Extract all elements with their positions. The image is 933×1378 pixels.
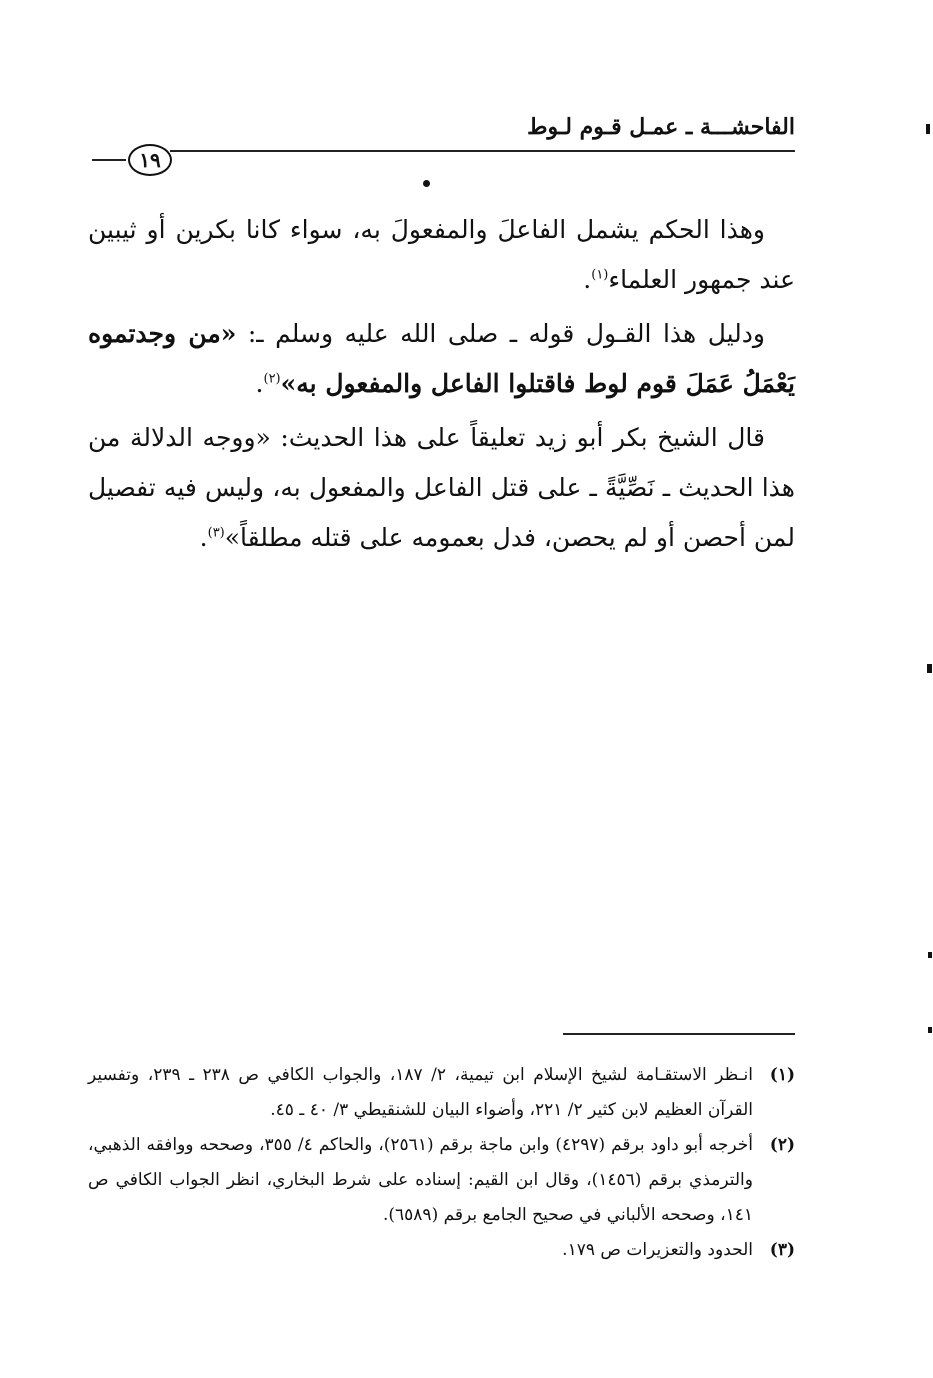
paragraph-text: قال الشيخ بكر أبو زيد تعليقاً على هذا الحديث: «ووجه الدلالة من هذا الحديث ـ نَصِّيَّةً ـ على قتل الفاعل والمفعول به، وليس فيه تفصيل لمن أحصن أو لم يحصن، فدل بعمومه على قتله مطلقاً» bbox=[88, 423, 795, 552]
running-title: الفاحشـــة ـ عمـل قـوم لـوط bbox=[527, 114, 795, 140]
ornament-dot bbox=[423, 180, 430, 187]
footnote-2 bbox=[88, 1128, 795, 1233]
margin-mark bbox=[928, 1027, 932, 1033]
footnote-ref: (٢) bbox=[263, 371, 281, 387]
footnote-text: الحدود والتعزيرات ص ١٧٩. bbox=[562, 1240, 753, 1260]
footnote-3 bbox=[88, 1233, 795, 1268]
paragraph-3 bbox=[88, 413, 795, 563]
paragraph-1 bbox=[88, 205, 795, 305]
paragraph-text: وهذا الحكم يشمل الفاعلَ والمفعولَ به، سواء كانا بكرين أو ثيبين عند جمهور العلماء bbox=[88, 215, 795, 294]
footnote-text: انـظر الاستقـامة لشيخ الإسلام ابن تيمية، ٢/ ١٨٧، والجواب الكافي ص ٢٣٨ ـ ٢٣٩، وتفسير القرآن العظيم لابن كثير ٢/ ٢٢١، وأضواء البيان للشنقيطي ٣/ ٤٠ ـ ٤٥. bbox=[88, 1065, 753, 1120]
paragraph-end: . bbox=[583, 265, 592, 294]
footnotes bbox=[88, 1058, 795, 1268]
header-rule bbox=[170, 150, 795, 152]
paragraph-2 bbox=[88, 309, 795, 409]
page-number: ١٩ bbox=[128, 144, 172, 176]
margin-mark bbox=[927, 664, 932, 673]
footnote-separator bbox=[563, 1033, 795, 1035]
header-rule-left bbox=[92, 159, 126, 161]
footnote-1 bbox=[88, 1058, 795, 1128]
margin-mark bbox=[926, 124, 930, 134]
footnote-ref: (١) bbox=[591, 267, 609, 283]
footnote-text: أخرجه أبو داود برقم (٤٢٩٧) وابن ماجة برقم (٢٥٦١)، والحاكم ٤/ ٣٥٥، وصححه ووافقه الذهبي، والترمذي برقم (١٤٥٦)، وقال ابن القيم: إسناده على شرط البخاري، انظر الجواب الكافي ص ١٤١، وصححه الألباني في صحيح الجامع برقم (٦٥٨٩). bbox=[88, 1135, 753, 1225]
paragraph-text: ودليل هذا القـول قوله ـ صلى الله عليه وسلم ـ: bbox=[236, 319, 766, 348]
footnote-number: (١) bbox=[769, 1065, 795, 1085]
footnote-number: (٣) bbox=[769, 1240, 795, 1260]
footnote-ref: (٣) bbox=[207, 525, 225, 541]
hadith-quote: «من وجدتموه يَعْمَلُ عَمَلَ قوم لوط فاقتلوا الفاعل والمفعول به» bbox=[88, 319, 795, 398]
paragraph-end: . bbox=[255, 369, 264, 398]
paragraph-end: . bbox=[199, 523, 208, 552]
main-text bbox=[88, 205, 795, 567]
margin-mark bbox=[928, 952, 932, 958]
footnote-number: (٢) bbox=[769, 1135, 795, 1155]
